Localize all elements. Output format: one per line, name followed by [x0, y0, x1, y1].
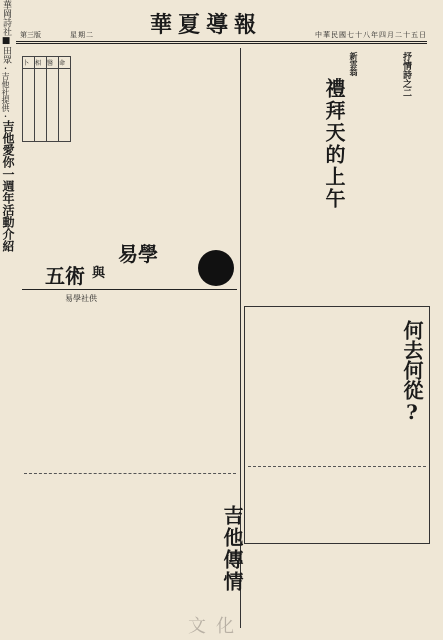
- five-arts-table: [22, 56, 71, 142]
- dashed-rule: [24, 473, 236, 474]
- poetry-subtitle: 華岡詩社: [1, 0, 11, 36]
- guitar-subtitle: ・吉他社提供・: [1, 64, 10, 120]
- page-number: 第三版: [20, 31, 41, 39]
- poetry-title: 禮拜天的上午: [322, 78, 346, 210]
- fortune-conj: 與: [92, 266, 106, 281]
- table-header: 相: [35, 57, 47, 69]
- guitar-promo: 吉他愛你一週年活動介紹: [1, 120, 15, 252]
- where-byline: ■田眾: [1, 36, 11, 64]
- bagua-icon: [198, 250, 234, 286]
- masthead-title: 華夏導報: [150, 12, 263, 38]
- fortune-credit: 易學社供: [65, 294, 97, 303]
- poetry-series: 抒情詩之二: [401, 52, 411, 97]
- guitar-title: 吉他傳情: [220, 505, 244, 593]
- poetry-author: 新雲翁: [349, 52, 359, 76]
- fortune-title-a: 易學: [118, 242, 158, 266]
- table-header: 卜: [23, 57, 35, 69]
- watermark: 文化: [188, 616, 244, 637]
- table-header: 命: [59, 57, 71, 69]
- table-header: 醫: [47, 57, 59, 69]
- weekday-label: 星期二: [70, 31, 94, 39]
- header-rule-2: [16, 43, 427, 44]
- date-line: 中華民國七十八年四月二十五日: [315, 31, 427, 39]
- text-col: [418, 48, 426, 288]
- header-rule: [16, 41, 427, 42]
- fortune-title-b: 五術: [45, 264, 85, 288]
- dashed-rule: [248, 466, 426, 467]
- where-title: 何去何從?: [400, 320, 424, 424]
- fortune-rule: [22, 289, 237, 290]
